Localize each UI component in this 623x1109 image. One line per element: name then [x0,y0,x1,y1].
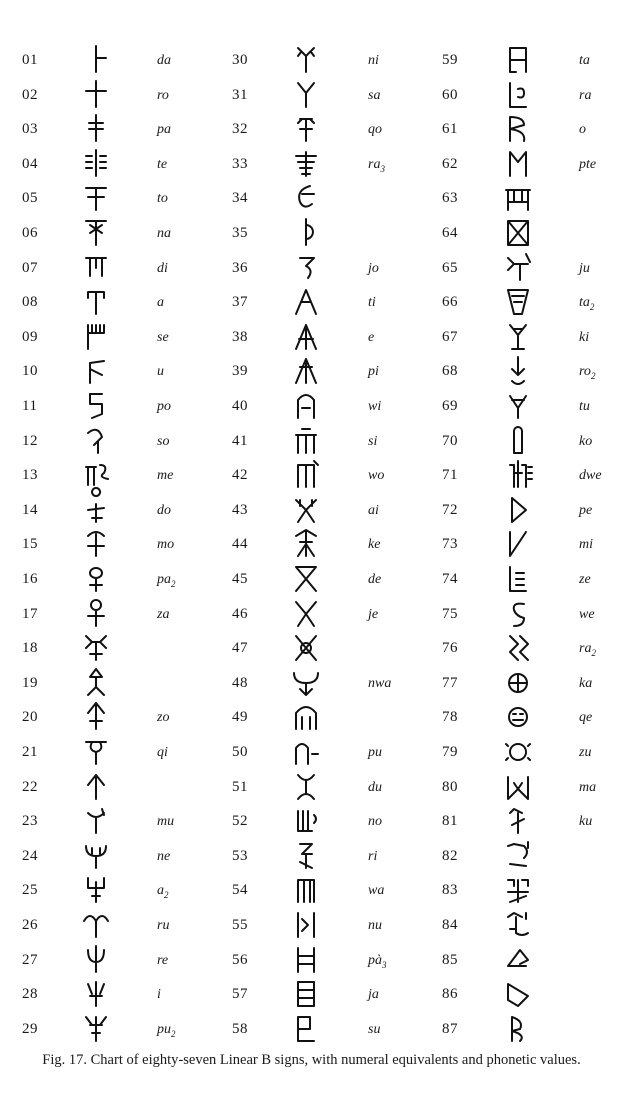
sign-number: 16 [22,571,38,587]
sign-78-icon [500,699,536,733]
sign-70-icon [500,423,536,457]
phonetic-text: po [157,399,171,414]
sign-63-icon [500,180,536,214]
phonetic-value [579,745,623,761]
phonetic-text: mi [579,537,593,553]
phonetic-text: sa [368,87,381,103]
sign-number: 70 [442,432,458,449]
sign-number: 06 [22,225,38,241]
sign-number: 04 [22,155,38,172]
phonetic-text: ta [579,53,590,68]
sign-number: 05 [22,190,38,207]
sign-number: 81 [442,813,458,830]
phonetic-subscript: 3 [382,959,387,970]
sign-row [0,425,623,459]
phonetic-text: ko [579,433,593,449]
phonetic-text: ra [579,641,592,657]
phonetic-value [579,295,623,312]
sign-number: 12 [22,432,38,449]
phonetic-text: i [157,987,161,1003]
sign-row [0,321,623,355]
phonetic-text: ja [368,987,379,1003]
sign-number: 20 [22,709,38,726]
sign-row [0,148,623,182]
figure-caption: Fig. 17. Chart of eighty-seven Linear B signs, with numeral equivalents and phonetic values. [42,1052,581,1068]
sign-number: 47 [232,640,248,657]
sign-77-icon [500,665,536,699]
sign-number: 02 [22,86,38,103]
sign-number: 65 [442,259,458,276]
sign-number: 60 [442,86,458,103]
phonetic-value [579,88,623,104]
sign-number: 78 [442,709,458,726]
sign-number: 27 [22,951,38,968]
sign-number: 75 [442,605,458,622]
sign-79-icon [500,734,536,768]
sign-number: 34 [232,190,248,207]
sign-row [0,217,623,251]
sign-number: 87 [442,1020,458,1037]
phonetic-value [579,780,623,796]
sign-number: 86 [442,986,458,1003]
phonetic-text: je [368,606,379,622]
phonetic-value [579,814,623,830]
phonetic-value [579,572,623,588]
sign-number: 46 [232,605,248,622]
sign-row [0,874,623,908]
sign-number: 83 [442,882,458,899]
sign-number: 17 [22,605,38,622]
sign-row [0,563,623,597]
sign-number: 85 [442,951,458,968]
sign-number: 82 [442,847,458,864]
phonetic-text: ro [579,364,591,380]
sign-number: 07 [22,259,38,276]
phonetic-value [579,53,623,69]
sign-number: 57 [232,986,248,1003]
sign-number: 73 [442,536,458,553]
sign-66-icon [500,284,536,318]
sign-number: 03 [22,121,38,138]
phonetic-text: da [157,53,171,68]
phonetic-text: ai [368,502,379,518]
phonetic-value [579,364,623,381]
phonetic-text: zu [579,745,592,760]
phonetic-text: a [157,295,164,311]
phonetic-text: a [157,883,164,899]
phonetic-text: ne [157,848,171,864]
sign-number: 48 [232,674,248,691]
sign-row [0,805,623,839]
phonetic-text: nu [368,918,382,933]
sign-number: 11 [22,398,38,414]
sign-number: 15 [22,536,38,553]
sign-87-icon [500,1011,536,1045]
sign-number: 23 [22,813,38,830]
sign-row [0,44,623,78]
sign-83-icon [500,872,536,906]
phonetic-text: ro [157,87,169,103]
phonetic-text: qi [157,745,168,760]
phonetic-text: dwe [579,468,602,484]
phonetic-text: o [579,122,586,138]
phonetic-text: pa [157,572,171,587]
phonetic-text: mo [157,537,175,553]
phonetic-value [579,607,623,623]
sign-80-icon [500,769,536,803]
sign-row [0,182,623,216]
sign-row [0,978,623,1012]
sign-number: 22 [22,778,38,795]
sign-number: 66 [442,294,458,311]
phonetic-value [579,676,623,692]
sign-number: 49 [232,709,248,726]
phonetic-text: te [157,156,168,172]
sign-86-icon [500,976,536,1010]
sign-number: 31 [232,86,248,103]
sign-row [0,632,623,666]
sign-number: 28 [22,986,38,1003]
phonetic-text: ni [368,53,379,68]
sign-number: 54 [232,882,248,899]
phonetic-subscript: 2 [591,647,596,658]
sign-number: 76 [442,640,458,657]
phonetic-text: zo [157,710,170,726]
phonetic-text: re [157,952,169,968]
sign-76-icon [500,630,536,664]
sign-60-icon [500,77,536,111]
phonetic-text: di [157,260,168,276]
sign-row [0,390,623,424]
sign-number: 25 [22,882,38,899]
phonetic-value [579,261,623,277]
sign-number: 37 [232,294,248,311]
phonetic-text: wi [368,399,382,414]
phonetic-text: pe [579,502,593,518]
sign-number: 42 [232,467,248,484]
sign-69-icon [500,388,536,422]
phonetic-text: su [368,1021,381,1037]
phonetic-text: ka [579,675,593,691]
sign-number: 43 [232,501,248,518]
sign-number: 08 [22,294,38,311]
sign-number: 40 [232,398,248,414]
phonetic-text: e [368,329,375,345]
sign-number: 09 [22,328,38,345]
phonetic-text: ta [579,295,590,311]
phonetic-text: pu [157,1021,171,1037]
sign-number: 38 [232,328,248,345]
phonetic-text: ma [579,779,597,795]
phonetic-text: si [368,433,378,449]
sign-row [0,528,623,562]
sign-84-icon [500,907,536,941]
phonetic-text: pu [368,745,382,760]
sign-number: 55 [232,917,248,933]
phonetic-text: pte [579,156,597,172]
phonetic-value [579,468,623,484]
sign-row [0,598,623,632]
sign-number: 19 [22,674,38,691]
sign-number: 10 [22,363,38,380]
phonetic-text: pi [368,364,379,380]
phonetic-text: do [157,502,171,518]
phonetic-value [579,537,623,553]
sign-number: 64 [442,225,458,241]
sign-number: 67 [442,328,458,345]
sign-number: 24 [22,847,38,864]
sign-number: 84 [442,917,458,933]
sign-number: 74 [442,571,458,587]
phonetic-text: jo [368,260,379,276]
phonetic-value [579,641,623,658]
sign-row [0,840,623,874]
sign-row [0,701,623,735]
phonetic-text: no [368,814,382,830]
sign-row [0,667,623,701]
sign-row [0,355,623,389]
sign-row [0,286,623,320]
sign-number: 53 [232,847,248,864]
phonetic-text: za [157,606,170,622]
phonetic-text: ti [368,295,376,311]
sign-row [0,459,623,493]
phonetic-text: pa [157,122,171,138]
phonetic-text: na [157,226,171,241]
sign-number: 58 [232,1020,248,1037]
sign-74-icon [500,561,536,595]
sign-59-icon [500,42,536,76]
phonetic-text: u [157,364,164,380]
sign-number: 45 [232,571,248,587]
sign-number: 79 [442,744,458,760]
sign-number: 29 [22,1020,38,1037]
phonetic-text: ki [579,329,590,345]
phonetic-value [579,122,623,138]
sign-81-icon [500,803,536,837]
phonetic-subscript: 2 [164,890,169,901]
phonetic-text: ri [368,848,378,864]
sign-row [0,909,623,943]
phonetic-text: ru [157,918,170,933]
sign-number: 21 [22,744,38,760]
phonetic-subscript: 2 [171,578,176,589]
phonetic-text: ra [368,156,381,172]
phonetic-text: so [157,433,170,449]
sign-number: 68 [442,363,458,380]
phonetic-subscript: 2 [590,371,596,382]
sign-82-icon [500,838,536,872]
sign-number: 32 [232,121,248,138]
phonetic-text: pà [368,952,382,968]
sign-number: 36 [232,259,248,276]
phonetic-subscript: 3 [380,163,385,174]
phonetic-text: me [157,468,174,484]
sign-number: 18 [22,640,38,657]
phonetic-subscript: 2 [171,1028,176,1039]
phonetic-text: wo [368,468,385,484]
sign-number: 80 [442,778,458,795]
sign-number: 30 [232,52,248,68]
sign-number: 51 [232,778,248,795]
sign-row [0,736,623,770]
sign-number: 56 [232,951,248,968]
phonetic-value [579,330,623,346]
phonetic-value [579,434,623,450]
sign-number: 33 [232,155,248,172]
sign-75-icon [500,596,536,630]
sign-number: 01 [22,52,38,68]
sign-85-icon [500,942,536,976]
phonetic-text: qo [368,122,382,138]
sign-number: 69 [442,398,458,414]
phonetic-text: se [157,329,169,345]
phonetic-text: mu [157,814,175,830]
sign-64-icon [500,215,536,249]
sign-61-icon [500,111,536,145]
sign-row [0,79,623,113]
phonetic-text: ju [579,260,590,276]
phonetic-text: qe [579,710,593,726]
sign-number: 44 [232,536,248,553]
sign-number: 63 [442,190,458,207]
sign-number: 72 [442,501,458,518]
sign-number: 61 [442,121,458,138]
sign-row [0,494,623,528]
sign-number: 59 [442,52,458,68]
sign-row [0,252,623,286]
phonetic-text: ke [368,537,381,553]
sign-number: 26 [22,917,38,933]
phonetic-text: de [368,572,382,587]
sign-number: 13 [22,467,38,484]
phonetic-text: du [368,779,382,795]
phonetic-text: tu [579,399,590,414]
sign-number: 62 [442,155,458,172]
sign-row [0,944,623,978]
phonetic-text: ze [579,572,591,587]
sign-row [0,771,623,805]
sign-number: 77 [442,674,458,691]
phonetic-subscript: 2 [589,301,595,312]
phonetic-value [579,710,623,726]
sign-62-icon [500,146,536,180]
sign-number: 71 [442,467,458,484]
phonetic-text: to [157,191,168,207]
sign-68-icon [500,353,536,387]
phonetic-text: ku [579,814,593,830]
sign-number: 52 [232,813,248,830]
phonetic-text: ra [579,87,592,103]
phonetic-text: wa [368,883,385,899]
sign-number: 35 [232,225,248,241]
phonetic-value [579,399,623,415]
phonetic-value [579,503,623,519]
phonetic-text: nwa [368,675,392,691]
sign-65-icon [500,250,536,284]
sign-row [0,113,623,147]
sign-72-icon [500,492,536,526]
sign-number: 41 [232,432,248,449]
phonetic-value [579,157,623,173]
phonetic-text: we [579,606,595,622]
sign-number: 14 [22,501,38,518]
sign-number: 50 [232,744,248,760]
sign-67-icon [500,319,536,353]
sign-row [0,1013,623,1047]
sign-71-icon [500,457,536,491]
sign-number: 39 [232,363,248,380]
sign-73-icon [500,526,536,560]
